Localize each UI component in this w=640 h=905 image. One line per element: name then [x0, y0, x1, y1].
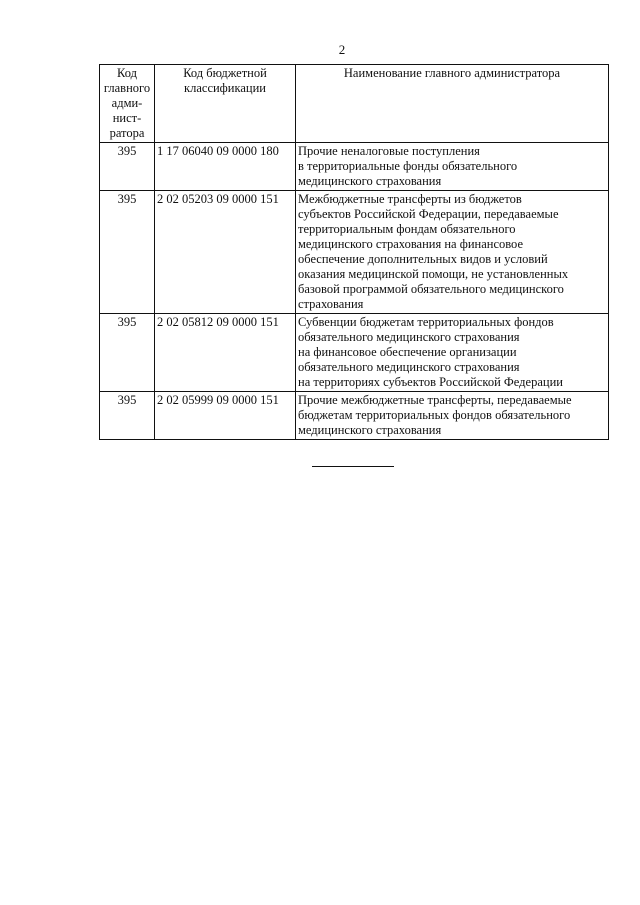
admin-code-cell: 395 [100, 191, 155, 314]
name-line: страхования [298, 297, 364, 311]
header-admin-name [296, 65, 609, 143]
admin-name-cell [296, 191, 609, 314]
header-admin-code [100, 65, 155, 143]
name-line: Межбюджетные трансферты из бюджетов [298, 192, 522, 206]
header-budget-code [155, 65, 296, 143]
table-header-row [100, 65, 609, 143]
name-line: на территориях субъектов Российской Федерации [298, 375, 563, 389]
name-line: обеспечение дополнительных видов и условий [298, 252, 548, 266]
admin-code-cell: 395 [100, 314, 155, 392]
budget-code-cell: 2 02 05812 09 0000 151 [155, 314, 296, 392]
name-line: субъектов Российской Федерации, передаваемые [298, 207, 559, 221]
table-row [100, 314, 609, 392]
header-line: Код бюджетной [183, 66, 267, 80]
name-line: обязательного медицинского страхования [298, 330, 520, 344]
name-line: обязательного медицинского страхования [298, 360, 520, 374]
name-line: Прочие межбюджетные трансферты, передаваемые [298, 393, 572, 407]
end-of-document-separator [312, 466, 394, 467]
name-line: медицинского страхования на финансовое [298, 237, 524, 251]
name-line: Субвенции бюджетам территориальных фондов [298, 315, 554, 329]
budget-code-cell: 2 02 05203 09 0000 151 [155, 191, 296, 314]
page-number: 2 [338, 42, 346, 57]
name-line: медицинского страхования [298, 174, 442, 188]
table-row [100, 191, 609, 314]
header-line: главного [103, 81, 151, 95]
table-row [100, 143, 609, 191]
name-line: в территориальные фонды обязательного [298, 159, 518, 173]
name-line: на финансовое обеспечение организации [298, 345, 517, 359]
budget-code-cell: 2 02 05999 09 0000 151 [155, 392, 296, 440]
name-line: бюджетам территориальных фондов обязательного [298, 408, 571, 422]
admin-name-cell [296, 143, 609, 191]
name-line: медицинского страхования [298, 423, 442, 437]
admin-code-cell: 395 [100, 392, 155, 440]
header-line: классификации [184, 81, 266, 95]
name-line: базовой программой обязательного медицинского [298, 282, 564, 296]
admin-code-cell: 395 [100, 143, 155, 191]
name-line: Прочие неналоговые поступления [298, 144, 480, 158]
table-row [100, 392, 609, 440]
header-line: ратора [109, 126, 145, 140]
header-line: Код [117, 66, 137, 80]
header-line: адми- [111, 96, 143, 110]
name-line: оказания медицинской помощи, не установленных [298, 267, 569, 281]
admin-name-cell [296, 314, 609, 392]
name-line: территориальным фондам обязательного [298, 222, 516, 236]
header-line: Наименование главного администратора [343, 66, 561, 80]
admin-name-cell [296, 392, 609, 440]
budget-classification-table [99, 64, 609, 440]
header-line: нист- [112, 111, 142, 125]
budget-code-cell: 1 17 06040 09 0000 180 [155, 143, 296, 191]
